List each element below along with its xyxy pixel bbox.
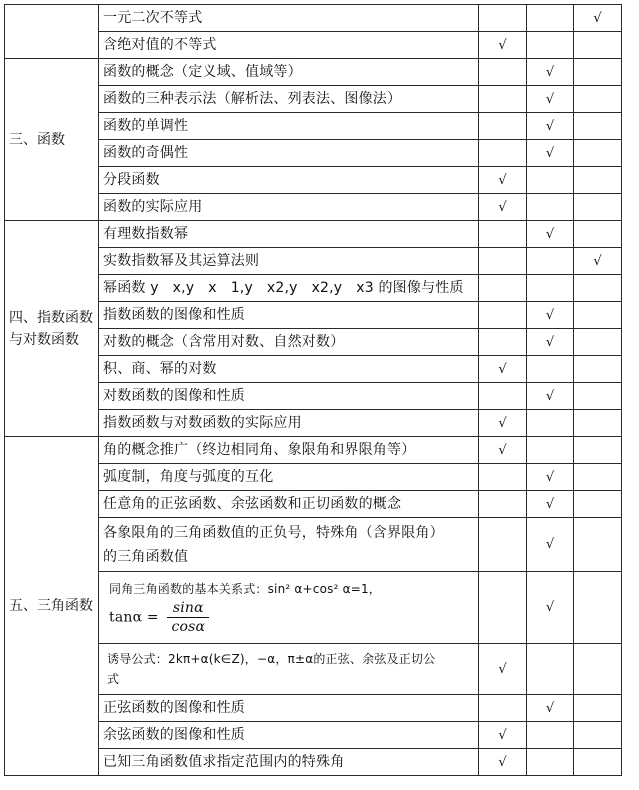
check-col-2: [527, 356, 574, 383]
section-title-line-1: 四、指数函数: [9, 309, 93, 326]
curriculum-table: [4, 4, 622, 776]
check-col-3: [574, 518, 622, 572]
topic-cell: 函数的概念（定义域、值域等）: [99, 59, 479, 86]
check-col-3: [574, 464, 622, 491]
check-col-2: √: [527, 86, 574, 113]
check-col-2: √: [527, 140, 574, 167]
topic-line-2: 的三角函数值: [103, 548, 189, 565]
check-col-2: √: [527, 491, 574, 518]
topic-cell: 函数的奇偶性: [99, 140, 479, 167]
check-col-1: √: [479, 194, 527, 221]
check-col-1: [479, 275, 527, 302]
check-col-1: [479, 302, 527, 329]
check-col-2: [527, 167, 574, 194]
check-col-3: [574, 302, 622, 329]
check-col-2: [527, 194, 574, 221]
check-col-1: √: [479, 356, 527, 383]
check-col-3: [574, 167, 622, 194]
topic-cell-two-line: [99, 644, 479, 695]
topic-cell: 已知三角函数值求指定范围内的特殊角: [99, 749, 479, 776]
section-title-exp-log: [5, 221, 99, 437]
check-col-3: [574, 194, 622, 221]
check-col-3: [574, 221, 622, 248]
check-col-1: [479, 86, 527, 113]
topic-cell: 一元二次不等式: [99, 5, 479, 32]
topic-cell: 实数指数幂及其运算法则: [99, 248, 479, 275]
check-col-3: [574, 113, 622, 140]
section-title-functions: 三、函数: [5, 59, 99, 221]
check-col-1: [479, 5, 527, 32]
check-col-1: [479, 572, 527, 644]
check-col-3: [574, 140, 622, 167]
formula-line-2: [103, 599, 478, 636]
check-col-1: [479, 518, 527, 572]
check-col-1: [479, 248, 527, 275]
check-col-3: √: [574, 5, 622, 32]
check-col-3: [574, 86, 622, 113]
topic-line-1: 诱导公式：2kπ+α(k∈Z)，−α，π±α的正弦、余弦及正切公: [107, 652, 436, 666]
check-col-1: [479, 491, 527, 518]
table-row: [5, 5, 622, 32]
check-col-3: [574, 695, 622, 722]
check-col-1: [479, 59, 527, 86]
fraction-numerator: sinα: [167, 599, 209, 618]
check-col-2: [527, 5, 574, 32]
check-col-3: [574, 722, 622, 749]
check-col-2: [527, 722, 574, 749]
check-col-2: [527, 32, 574, 59]
topic-cell: 余弦函数的图像和性质: [99, 722, 479, 749]
check-col-2: √: [527, 518, 574, 572]
check-col-1: [479, 221, 527, 248]
topic-cell: 幂函数 y x,y x 1,y x2,y x2,y x3 的图像与性质: [99, 275, 479, 302]
check-col-1: √: [479, 410, 527, 437]
check-col-1: √: [479, 167, 527, 194]
topic-cell: 函数的实际应用: [99, 194, 479, 221]
topic-cell-formula: [99, 572, 479, 644]
tan-prefix: tanα =: [109, 609, 159, 626]
check-col-3: [574, 32, 622, 59]
check-col-3: [574, 644, 622, 695]
check-col-2: √: [527, 59, 574, 86]
check-col-2: [527, 410, 574, 437]
check-col-2: √: [527, 572, 574, 644]
check-col-1: √: [479, 437, 527, 464]
check-col-3: [574, 275, 622, 302]
topic-cell: 有理数指数幂: [99, 221, 479, 248]
check-col-1: √: [479, 749, 527, 776]
section-title-line-2: 与对数函数: [9, 331, 79, 348]
check-col-3: [574, 749, 622, 776]
check-col-1: [479, 113, 527, 140]
check-col-3: [574, 437, 622, 464]
fraction-denominator: cosα: [171, 619, 206, 635]
topic-line-1: 各象限角的三角函数值的正负号，特殊角（含界限角）: [103, 524, 444, 541]
check-col-2: √: [527, 302, 574, 329]
check-col-2: [527, 644, 574, 695]
check-col-1: √: [479, 644, 527, 695]
check-col-3: [574, 329, 622, 356]
topic-line-2: 式: [107, 672, 120, 686]
check-col-1: [479, 140, 527, 167]
topic-cell: 任意角的正弦函数、余弦函数和正切函数的概念: [99, 491, 479, 518]
check-col-3: [574, 491, 622, 518]
topic-cell: 函数的三种表示法（解析法、列表法、图像法）: [99, 86, 479, 113]
topic-cell: 含绝对值的不等式: [99, 32, 479, 59]
check-col-1: [479, 695, 527, 722]
check-col-2: √: [527, 221, 574, 248]
check-col-2: √: [527, 329, 574, 356]
table-row: [5, 221, 622, 248]
topic-cell: 函数的单调性: [99, 113, 479, 140]
check-col-1: √: [479, 32, 527, 59]
check-col-2: [527, 749, 574, 776]
topic-cell: 角的概念推广（终边相同角、象限角和界限角等）: [99, 437, 479, 464]
check-col-1: [479, 329, 527, 356]
topic-cell: 正弦函数的图像和性质: [99, 695, 479, 722]
check-col-3: [574, 59, 622, 86]
table-row: [5, 59, 622, 86]
check-col-2: √: [527, 113, 574, 140]
topic-cell: 分段函数: [99, 167, 479, 194]
section-cell-empty: [5, 5, 99, 59]
table-row: [5, 437, 622, 464]
check-col-2: [527, 275, 574, 302]
topic-cell: 弧度制，角度与弧度的互化: [99, 464, 479, 491]
check-col-3: [574, 383, 622, 410]
formula-line-1: 同角三角函数的基本关系式：sin² α+cos² α=1，: [109, 582, 381, 596]
topic-cell: 指数函数与对数函数的实际应用: [99, 410, 479, 437]
check-col-3: [574, 356, 622, 383]
check-col-1: √: [479, 722, 527, 749]
check-col-2: √: [527, 383, 574, 410]
topic-cell: 指数函数的图像和性质: [99, 302, 479, 329]
check-col-2: [527, 437, 574, 464]
check-col-1: [479, 464, 527, 491]
topic-cell-two-line: [99, 518, 479, 572]
check-col-2: √: [527, 695, 574, 722]
topic-cell: 对数的概念（含常用对数、自然对数）: [99, 329, 479, 356]
check-col-3: √: [574, 248, 622, 275]
topic-cell: 积、商、幂的对数: [99, 356, 479, 383]
section-title-trig: 五、三角函数: [5, 437, 99, 776]
check-col-3: [574, 410, 622, 437]
check-col-3: [574, 572, 622, 644]
check-col-1: [479, 383, 527, 410]
topic-cell: 对数函数的图像和性质: [99, 383, 479, 410]
check-col-2: [527, 248, 574, 275]
fraction: [167, 599, 209, 636]
check-col-2: √: [527, 464, 574, 491]
